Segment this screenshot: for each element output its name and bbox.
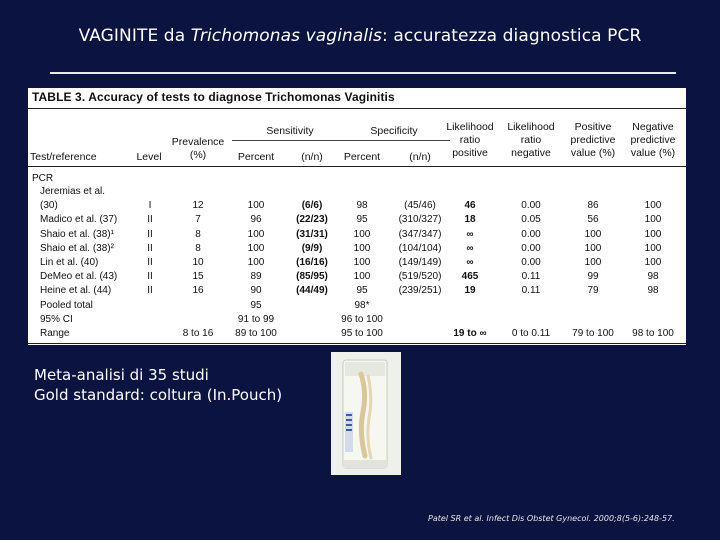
cell-lrn: 0.11: [521, 285, 541, 297]
header-ppv: Positive predictive value (%): [570, 121, 616, 159]
cell-lrn: 0.00: [521, 200, 541, 212]
cell-npv: 100: [644, 242, 662, 254]
cell-ppv: 100: [584, 257, 602, 268]
cell-lrn: 0.00: [521, 257, 541, 268]
cell-prev: 12: [192, 200, 204, 212]
cell-sp: 91 to 99: [237, 313, 275, 325]
cell-snn: (44/49): [296, 285, 328, 297]
header-prevalence: Prevalence (%): [171, 136, 225, 161]
cell-npv: 98 to 100: [632, 328, 674, 339]
cell-prev: 8: [195, 228, 201, 240]
header-lr-negative: Likelihood ratio negative: [507, 121, 555, 159]
cell-prev: 15: [192, 271, 204, 283]
cell-sp: 100: [247, 200, 265, 212]
cell-ppv: 56: [587, 214, 599, 226]
cell-test: Shaio et al. (38)¹: [40, 228, 114, 240]
table-caption: TABLE 3. Accuracy of tests to diagnose Trichomonas Vaginitis: [32, 90, 395, 104]
cell-test: Madico et al. (37): [40, 214, 118, 226]
study-notes: [34, 365, 282, 405]
specificity-rule: [338, 140, 450, 141]
cell-snn: (85/95): [296, 271, 328, 283]
cell-pp: 100: [353, 257, 371, 268]
cell-pp: 96 to 100: [341, 313, 383, 325]
cell-sp: 89: [250, 271, 262, 283]
cell-lrp: 19: [464, 285, 476, 297]
cell-lrp: 19 to ∞: [453, 328, 487, 339]
cell-test: 95% CI: [40, 313, 73, 325]
header-sens-percent: Percent: [237, 151, 275, 163]
cell-lrp: 465: [461, 271, 479, 283]
cell-pp: 100: [353, 242, 371, 254]
cell-ppv: 100: [584, 242, 602, 254]
cell-snn: (6/6): [301, 200, 323, 212]
cell-test: Pooled total: [40, 299, 93, 311]
cell-level: I: [148, 200, 152, 212]
header-spec-percent: Percent: [343, 151, 381, 163]
cell-prev: 8 to 16: [182, 328, 214, 339]
section-label: PCR: [32, 173, 54, 184]
header-sensitivity: Sensitivity: [266, 125, 314, 137]
cell-pnn: (104/104): [398, 242, 442, 254]
cell-pp: 100: [353, 271, 371, 283]
cell-test: Range: [40, 328, 70, 339]
cell-npv: 100: [644, 228, 662, 240]
cell-sp: 95: [250, 299, 262, 311]
cell-prev: 7: [195, 214, 201, 226]
cell-ppv: 79 to 100: [572, 328, 614, 339]
cell-ppv: 86: [587, 200, 599, 212]
cell-lrn: 0.00: [521, 242, 541, 254]
cell-level: II: [147, 257, 153, 268]
title-underline: [50, 72, 676, 74]
table-top-rule: [28, 108, 686, 109]
cell-sp: 100: [247, 257, 265, 268]
cell-level: II: [147, 242, 153, 254]
header-lr-positive: Likelihood ratio positive: [446, 121, 494, 159]
citation: Patel SR et al. Infect Dis Obstet Gynecol. 2000;8(5-6):248-57.: [428, 514, 675, 523]
cell-sp: 90: [250, 285, 262, 297]
cell-lrn: 0 to 0.11: [511, 328, 551, 339]
cell-lrp: ∞: [466, 242, 474, 254]
accuracy-table: [28, 88, 686, 345]
cell-ppv: 100: [584, 228, 602, 240]
cell-lrp: 46: [464, 200, 476, 212]
cell-test: DeMeo et al. (43): [40, 271, 118, 283]
cell-ppv: 79: [587, 285, 599, 297]
sensitivity-rule: [232, 140, 348, 141]
meta-analysis-text: Meta-analisi di 35 studi: [34, 366, 209, 384]
cell-snn: (9/9): [301, 242, 323, 254]
cell-test: (30): [40, 200, 58, 212]
header-spec-nn: (n/n): [409, 151, 431, 163]
header-specificity: Specificity: [370, 125, 418, 137]
cell-sp: 96: [250, 214, 262, 226]
header-test: Test/reference: [30, 151, 97, 163]
cell-test: Heine et al. (44): [40, 285, 112, 297]
header-sens-nn: (n/n): [301, 151, 323, 163]
cell-lrp: ∞: [466, 257, 474, 268]
culture-kit-photo: [331, 352, 401, 475]
cell-prev: 10: [192, 257, 204, 268]
cell-pnn: (347/347): [398, 228, 442, 240]
header-bottom-rule: [28, 166, 686, 167]
cell-prev: 16: [192, 285, 204, 297]
cell-pnn: (149/149): [398, 257, 442, 268]
culture-kit-photo-illustration: [331, 352, 401, 475]
cell-pnn: (310/327): [398, 214, 442, 226]
cell-npv: 98: [647, 271, 659, 283]
cell-lrn: 0.05: [521, 214, 541, 226]
cell-prev: 8: [195, 242, 201, 254]
cell-snn: (31/31): [296, 228, 328, 240]
cell-level: II: [147, 271, 153, 283]
cell-lrp: 18: [464, 214, 476, 226]
cell-sp: 100: [247, 228, 265, 240]
cell-npv: 100: [644, 200, 662, 212]
cell-snn: (16/16): [296, 257, 328, 268]
cell-pnn: (519/520): [398, 271, 442, 283]
cell-npv: 100: [644, 257, 662, 268]
cell-ppv: 99: [587, 271, 599, 283]
cell-npv: 100: [644, 214, 662, 226]
cell-pp: 95: [356, 214, 368, 226]
cell-pp: 98*: [354, 299, 370, 311]
cell-pp: 95: [356, 285, 368, 297]
cell-pp: 100: [353, 228, 371, 240]
table-bottom-rule: [28, 343, 686, 344]
cell-lrn: 0.11: [521, 271, 541, 283]
cell-test: Lin et al. (40): [40, 257, 99, 268]
cell-pnn: (45/46): [404, 200, 436, 212]
cell-pnn: (239/251): [398, 285, 442, 297]
cell-lrp: ∞: [466, 228, 474, 240]
cell-sp: 100: [247, 242, 265, 254]
cell-level: II: [147, 214, 153, 226]
cell-pp: 95 to 100: [341, 328, 383, 339]
header-npv: Negative predictive value (%): [630, 121, 676, 159]
cell-snn: (22/23): [296, 214, 328, 226]
cell-pp: 98: [356, 200, 368, 212]
gold-standard-text: Gold standard: coltura (In.Pouch): [34, 386, 283, 404]
cell-lrn: 0.00: [521, 228, 541, 240]
cell-sp: 89 to 100: [235, 328, 277, 339]
cell-level: II: [147, 228, 153, 240]
slide-title: VAGINITE da Trichomonas vaginalis: accuratezza diagnostica PCR: [78, 26, 642, 46]
cell-test: Shaio et al. (38)²: [40, 242, 114, 254]
cell-level: II: [147, 285, 153, 297]
header-level: Level: [136, 151, 162, 163]
cell-npv: 98: [647, 285, 659, 297]
cell-test: Jeremias et al.: [40, 186, 106, 197]
